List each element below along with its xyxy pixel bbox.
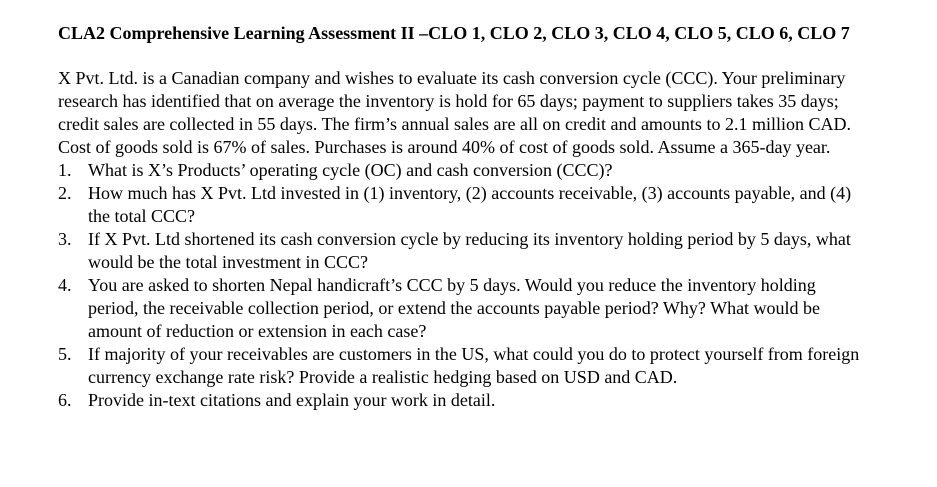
question-number: 4. [58,275,72,295]
question-item [58,159,868,182]
question-number: 3. [58,229,72,249]
question-item [58,182,868,228]
question-text: How much has X Pvt. Ltd invested in (1) inventory, (2) accounts receivable, (3) accounts payable, and (4) the total CCC? [88,183,852,226]
intro-paragraph: X Pvt. Ltd. is a Canadian company and wishes to evaluate its cash conversion cycle (CCC). Your preliminary research has identified that on average the inventory is hold for 65 days; payment to suppliers takes 35 days; credit sales are collected in 55 days. The firm’s annual sales are all on credit and amounts to 2.1 million CAD. Cost of goods sold is 67% of sales. Purchases is around 40% of cost of goods sold. Assume a 365-day year. [58,68,851,157]
question-list [58,159,868,412]
question-text: What is X’s Products’ operating cycle (OC) and cash conversion (CCC)? [88,160,613,180]
question-item [58,343,868,389]
question-item [58,389,868,412]
question-number: 6. [58,390,72,410]
question-item [58,228,868,274]
question-item [58,274,868,343]
question-number: 2. [58,183,72,203]
question-number: 1. [58,160,72,180]
question-text: Provide in-text citations and explain your work in detail. [88,390,496,410]
document-title: CLA2 Comprehensive Learning Assessment II –CLO 1, CLO 2, CLO 3, CLO 4, CLO 5, CLO 6, CLO 7 [58,23,850,43]
question-text: If X Pvt. Ltd shortened its cash conversion cycle by reducing its inventory holding period by 5 days, what would be the total investment in CCC? [88,229,851,272]
question-text: If majority of your receivables are customers in the US, what could you do to protect yourself from foreign currency exchange rate risk? Provide a realistic hedging based on USD and CAD. [88,344,860,387]
assessment-document [58,22,868,412]
question-number: 5. [58,344,72,364]
question-text: You are asked to shorten Nepal handicraft’s CCC by 5 days. Would you reduce the inventory holding period, the receivable collection period, or extend the accounts payable period? Why? What would be amount of reduction or extension in each case? [88,275,821,341]
